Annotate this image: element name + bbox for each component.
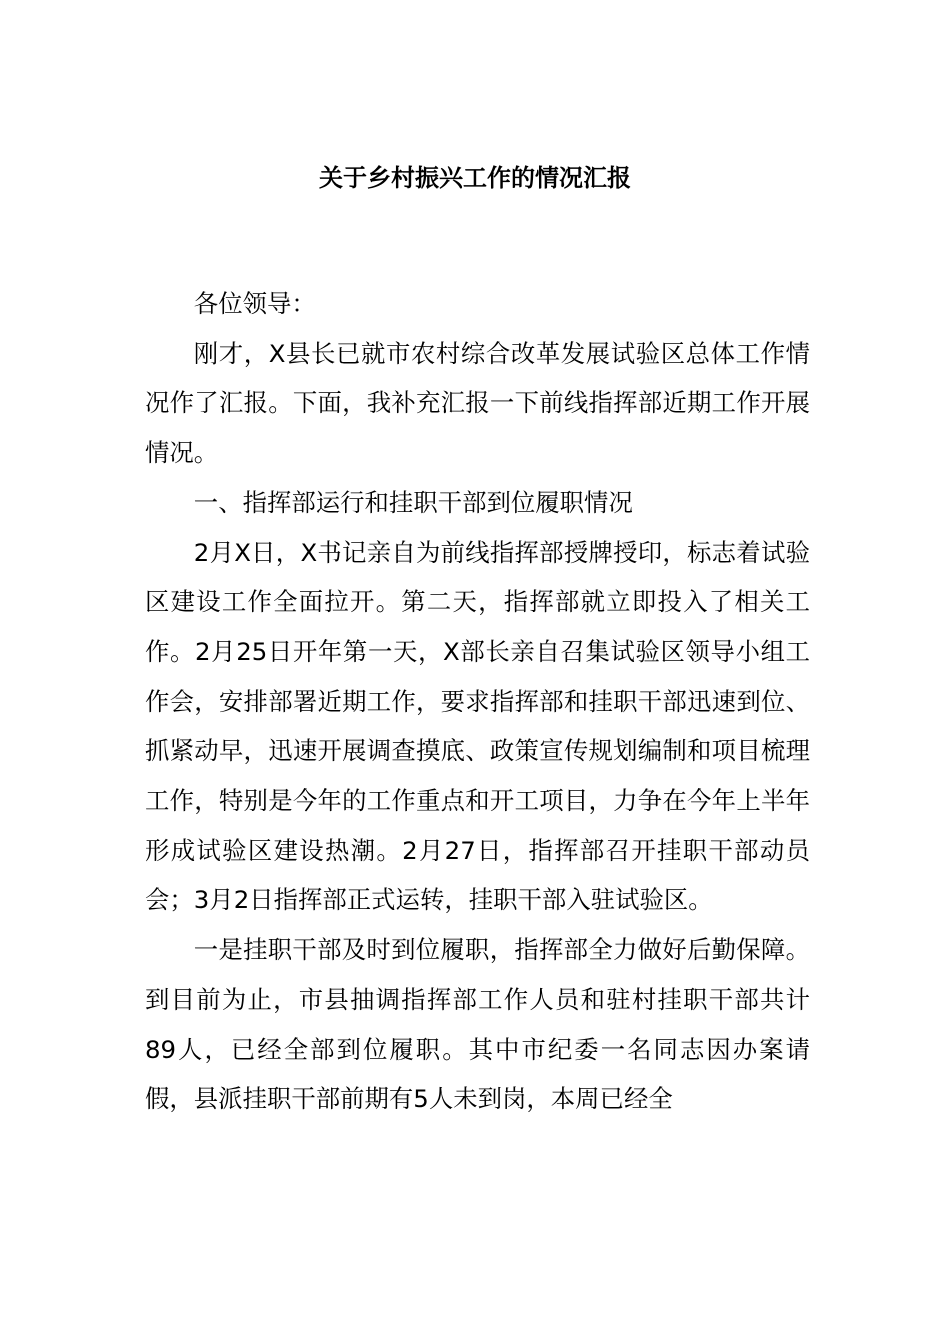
document-body <box>145 279 810 1124</box>
body-paragraph: 2月X日，X书记亲自为前线指挥部授牌授印，标志着试验区建设工作全面拉开。第二天，指挥部就立即投入了相关工作。2月25日开年第一天，X部长亲自召集试验区领导小组工作会，安排部署近期工作，要求指挥部和挂职干部迅速到位、抓紧动早，迅速开展调查摸底、政策宣传规划编制和项目梳理工作，特别是今年的工作重点和开工项目，力争在今年上半年形成试验区建设热潮。2月27日，指挥部召开挂职干部动员会；3月2日指挥部正式运转，挂职干部入驻试验区。 <box>145 537 810 915</box>
document-title: 关于乡村振兴工作的情况汇报 <box>319 164 631 192</box>
body-paragraph: 一是挂职干部及时到位履职，指挥部全力做好后勤保障。到目前为止，市县抽调指挥部工作人员和驻村挂职干部共计89人，已经全部到位履职。其中市纪委一名同志因办案请假，县派挂职干部前期有5人未到岗，本周已经全 <box>145 935 810 1114</box>
salutation-paragraph: 各位领导： <box>193 289 316 318</box>
section-heading: 一、指挥部运行和挂职干部到位履职情况 <box>193 487 633 517</box>
intro-paragraph: 刚才，X县长已就市农村综合改革发展试验区总体工作情况作了汇报。下面，我补充汇报一下前线指挥部近期工作开展情况。 <box>145 338 810 468</box>
